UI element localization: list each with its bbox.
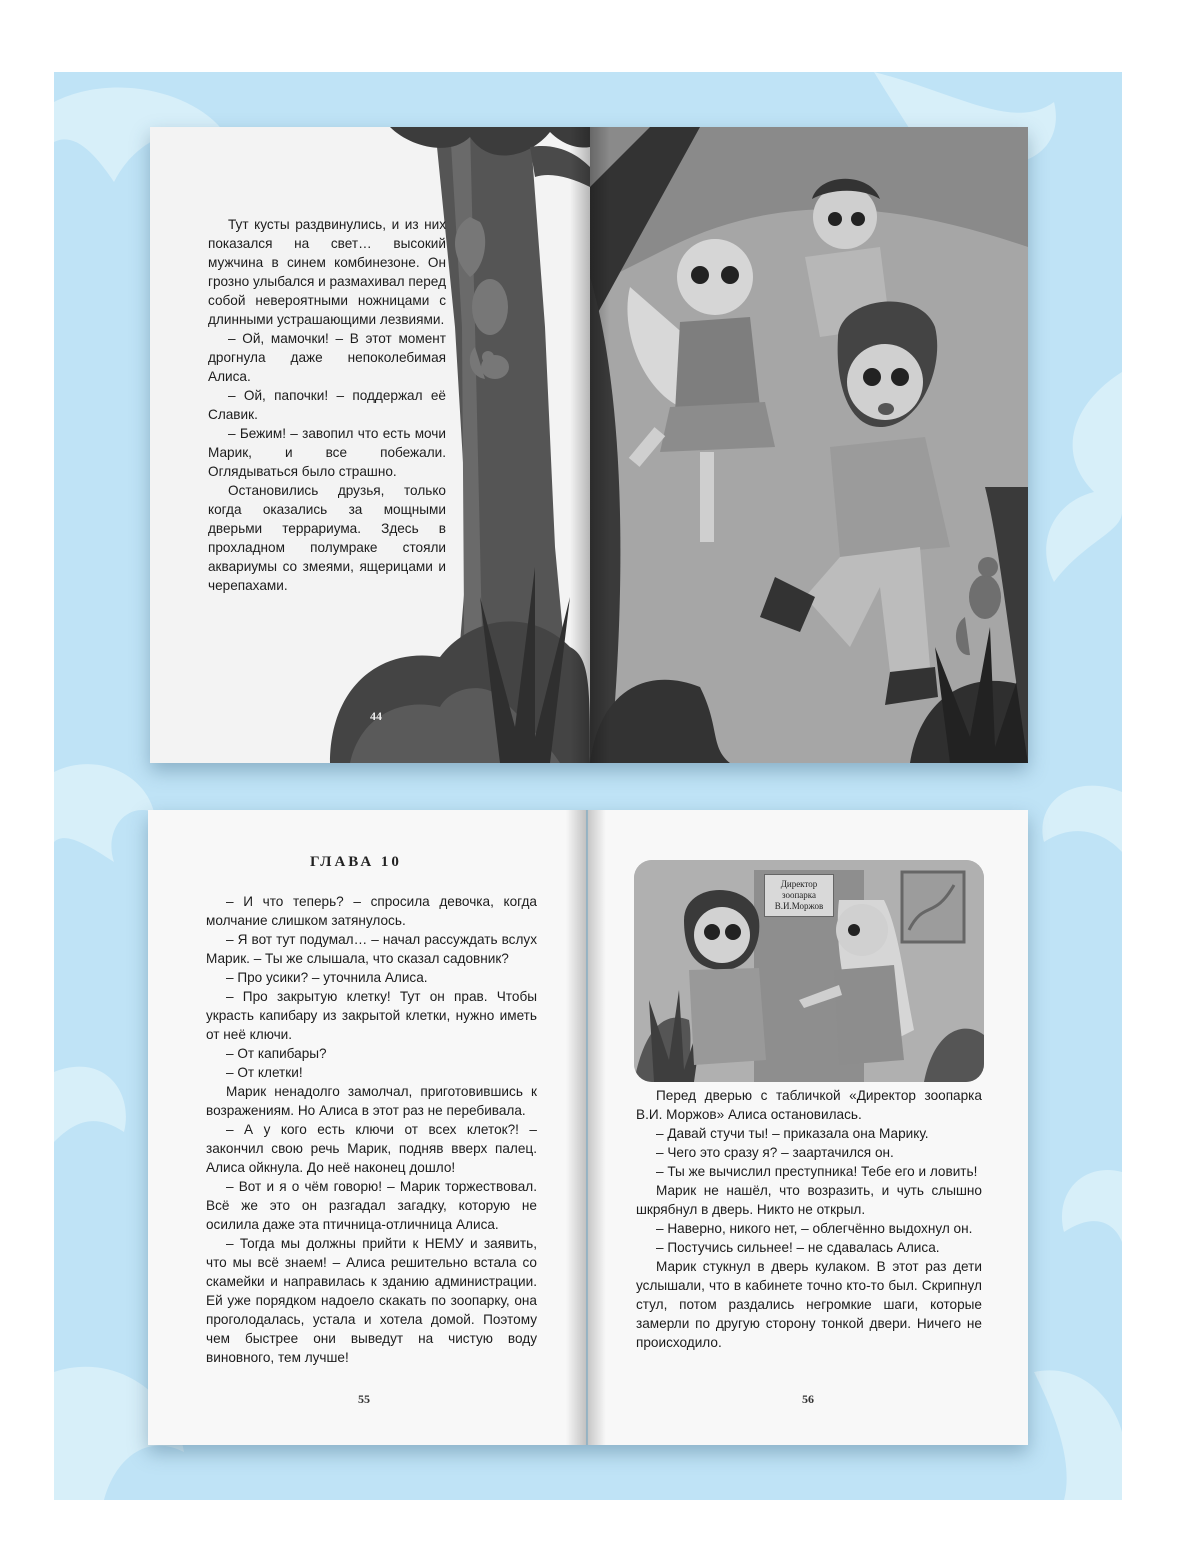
page-number: 55 — [358, 1392, 370, 1406]
book-gutter-shadow — [570, 127, 610, 763]
paragraph: – Бежим! – завопил что есть мочи Марик, и все побежали. Оглядываться было страшно. — [208, 426, 446, 479]
page-55 — [148, 810, 586, 1445]
paragraph: – От клетки! — [226, 1065, 303, 1080]
paragraph: Перед дверью с табличкой «Директор зоопарка В.И. Моржов» Алиса остановилась. — [636, 1088, 982, 1122]
paragraph: – От капибары? — [226, 1046, 327, 1061]
paragraph: Марик ненадолго замолчал, приготовившись к возражениям. Но Алиса в этот раз не перебивала. — [206, 1084, 537, 1118]
page-56-text — [636, 1086, 982, 1352]
door-sign: Директор зоопарка В.И.Моржов — [764, 874, 834, 917]
paragraph: – Я вот тут подумал… – начал рассуждать вслух Марик. – Ты же слышала, что сказал садовник? — [206, 932, 537, 966]
page-44-text — [208, 215, 446, 595]
office-door-illustration — [634, 860, 984, 1082]
paragraph: – Ты же вычислил преступника! Тебе его и ловить! — [656, 1164, 978, 1179]
paragraph: Марик не нашёл, что возразить, и чуть слышно шкрябнул в дверь. Никто не открыл. — [636, 1183, 982, 1217]
book-spread-top — [150, 127, 1028, 763]
book-gutter-shadow — [566, 810, 606, 1445]
paragraph: Остановились друзья, только когда оказались за мощными дверьми террариума. Здесь в прохладном полумраке стояли аквариумы со змеями, ящерицами и черепахами. — [208, 483, 446, 593]
page-45-illustration — [590, 127, 1028, 763]
paragraph: – Ой, папочки! – поддержал её Славик. — [208, 388, 446, 422]
paragraph: – Наверно, никого нет, – облегчённо выдохнул он. — [656, 1221, 973, 1236]
page-44 — [150, 127, 590, 763]
paragraph: – Про усики? – уточнила Алиса. — [226, 970, 428, 985]
paragraph: – Вот и я о чём говорю! – Марик торжествовал. Всё же это он разгадал загадку, которую не осилила даже эта птичница-отличница Алиса. — [206, 1179, 537, 1232]
paragraph: Марик стукнул в дверь кулаком. В этот раз дети услышали, что в кабинете точно кто-то был. Скрипнул стул, потом раздались негромкие шаги, которые замерли по другую сторону тонкой двери. Ничего не происходило. — [636, 1259, 982, 1350]
paragraph: – Постучись сильнее! – не сдавалась Алиса. — [656, 1240, 940, 1255]
book-spread-bottom — [148, 810, 1028, 1445]
page-55-text — [206, 892, 537, 1367]
page-number: 44 — [370, 709, 382, 723]
paragraph: – Тогда мы должны прийти к НЕМУ и заявить, что мы всё знаем! – Алиса решительно встала со скамейки и направилась к зданию администрации. Ей уже порядком надоело скакать по зоопарку, она проголодалась, устала и хотела домой. Поэтому чем быстрее они выведут на чистую воду виновного, тем лучше! — [206, 1236, 537, 1365]
paragraph: – Про закрытую клетку! Тут он прав. Чтобы украсть капибару из закрытой клетки, нужно иметь от неё ключи. — [206, 989, 537, 1042]
children-running-illustration — [590, 127, 1028, 763]
chapter-title: ГЛАВА 10 — [310, 854, 402, 870]
paragraph: – Давай стучи ты! – приказала она Марику. — [656, 1126, 929, 1141]
paragraph: – А у кого есть ключи от всех клеток?! – закончил свою речь Марик, подняв вверх палец. Алиса ойкнула. До неё наконец дошло! — [206, 1122, 537, 1175]
paragraph: Тут кусты раздвинулись, и из них показался на свет… высокий мужчина в синем комбинезоне. Он грозно улыбался и размахивал перед собой невероятными ножницами с длинными устрашающими лезвиями. — [208, 217, 446, 327]
page-number: 56 — [802, 1392, 814, 1406]
paragraph: – Ой, мамочки! – В этот момент дрогнула даже непоколебимая Алиса. — [208, 331, 446, 384]
paragraph: – Чего это сразу я? – заартачился он. — [656, 1145, 894, 1160]
page-56 — [588, 810, 1028, 1445]
paragraph: – И что теперь? – спросила девочка, когда молчание слишком затянулось. — [206, 894, 537, 928]
